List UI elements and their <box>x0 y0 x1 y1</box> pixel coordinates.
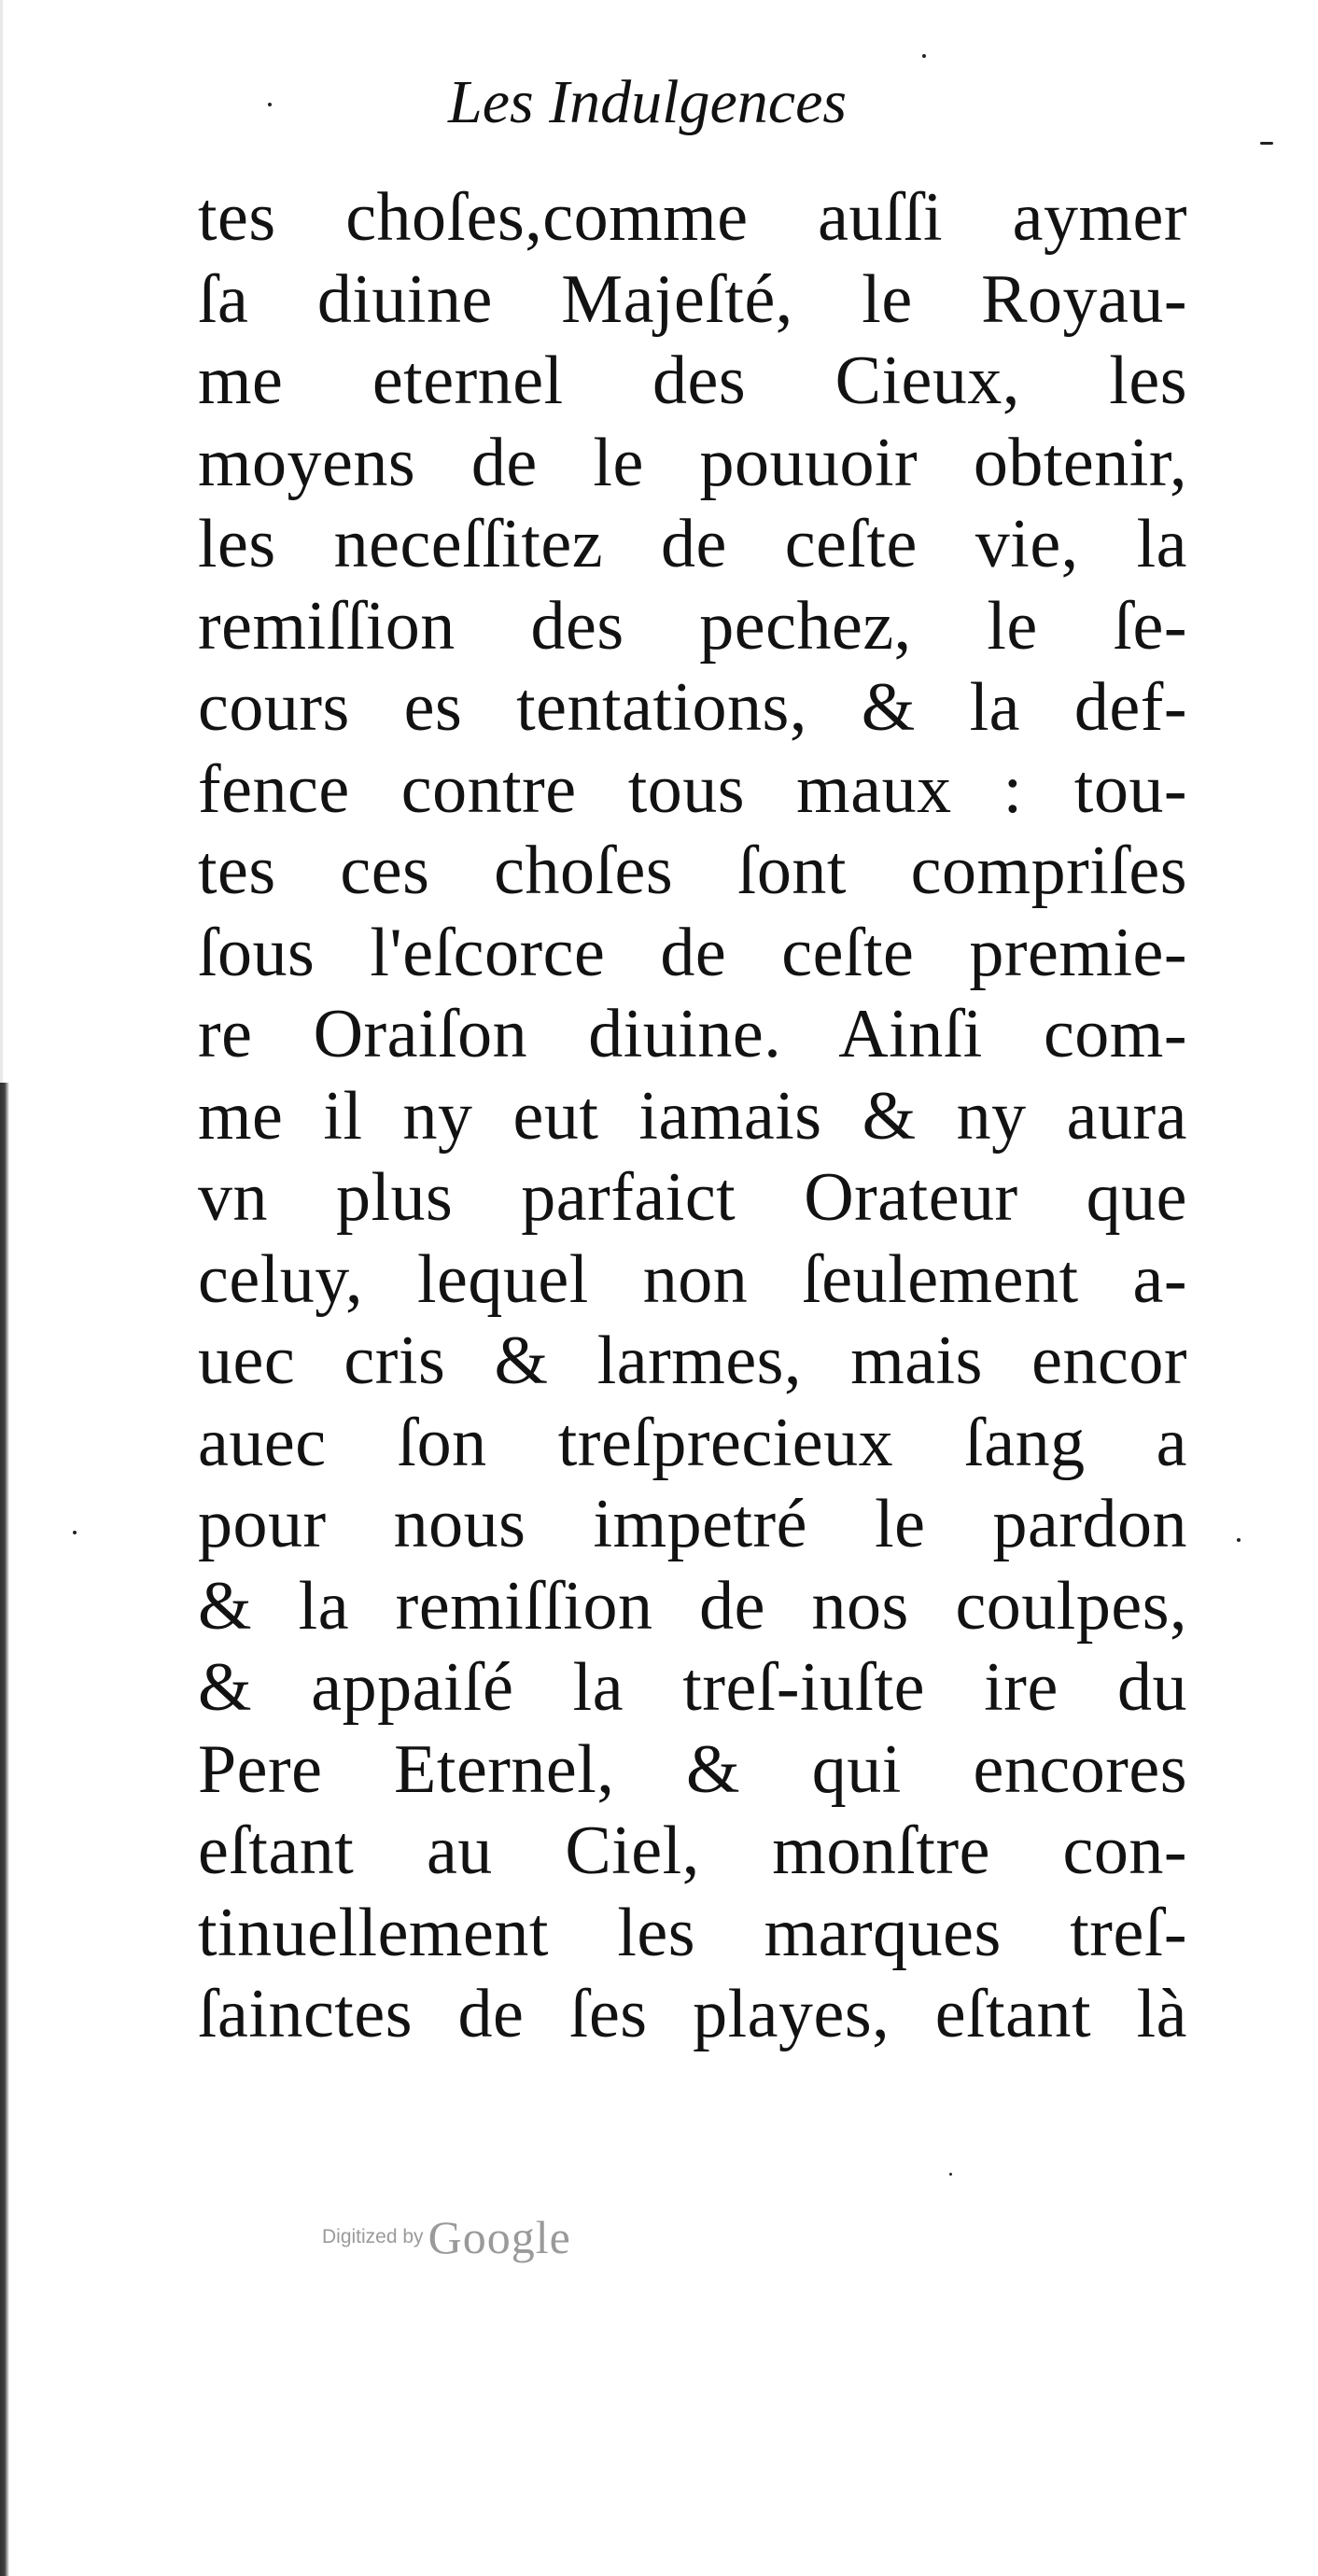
text-line: eſtant au Ciel, monſtre con- <box>198 1813 1187 1889</box>
text-line: uec cris & larmes, mais encor <box>198 1323 1187 1399</box>
scan-speck <box>922 54 926 58</box>
digitized-by-watermark <box>322 2210 621 2275</box>
text-line: moyens de le pouuoir obtenir, <box>198 424 1187 501</box>
text-line: tes choſes,comme auſſi aymer <box>198 179 1187 256</box>
scan-speck <box>268 103 272 106</box>
scan-speck <box>73 1531 77 1534</box>
text-line: tinuellement les marques treſ- <box>198 1894 1187 1971</box>
watermark-brand: Google <box>428 2211 571 2263</box>
text-line: ſainctes de ſes playes, eſtant là <box>198 1976 1187 2052</box>
watermark-prefix: Digitized by <box>322 2226 424 2247</box>
running-head: Les Indulgences <box>448 68 848 136</box>
text-line: re Oraiſon diuine. Ainſi com- <box>198 996 1187 1072</box>
text-line: me il ny eut iamais & ny aura <box>198 1077 1187 1155</box>
body-text <box>198 177 1187 2137</box>
scan-speck <box>1260 142 1273 145</box>
page-gutter-edge-light <box>0 0 3 1083</box>
text-line: pour nous impetré le pardon <box>198 1486 1187 1562</box>
text-line: les neceſſitez de ceſte vie, la <box>198 506 1187 582</box>
text-line: & appaiſé la treſ-iuſte ire du <box>198 1649 1187 1726</box>
page-gutter-edge <box>0 1083 9 2576</box>
scan-speck <box>1237 1538 1241 1542</box>
text-line: me eternel des Cieux, les <box>198 343 1187 419</box>
text-line: vn plus parfaict Orateur que <box>198 1159 1187 1236</box>
text-line: celuy, lequel non ſeulement a- <box>198 1240 1187 1318</box>
text-line: Pere Eternel, & qui encores <box>198 1730 1187 1808</box>
text-line: remiſſion des pechez, le ſe- <box>198 587 1187 665</box>
text-line: & la remiſſion de nos coulpes, <box>198 1567 1187 1645</box>
text-line: ſa diuine Majeſté, le Royau- <box>198 260 1187 338</box>
text-line: cours es tentations, & la def- <box>198 669 1187 746</box>
scan-speck <box>949 2173 952 2176</box>
text-line: fence contre tous maux : tou- <box>198 750 1187 828</box>
text-line: ſous l'eſcorce de ceſte premie- <box>198 914 1187 991</box>
text-line: tes ces choſes ſont compriſes <box>198 833 1187 909</box>
text-line: auec ſon treſprecieux ſang a <box>198 1404 1187 1481</box>
